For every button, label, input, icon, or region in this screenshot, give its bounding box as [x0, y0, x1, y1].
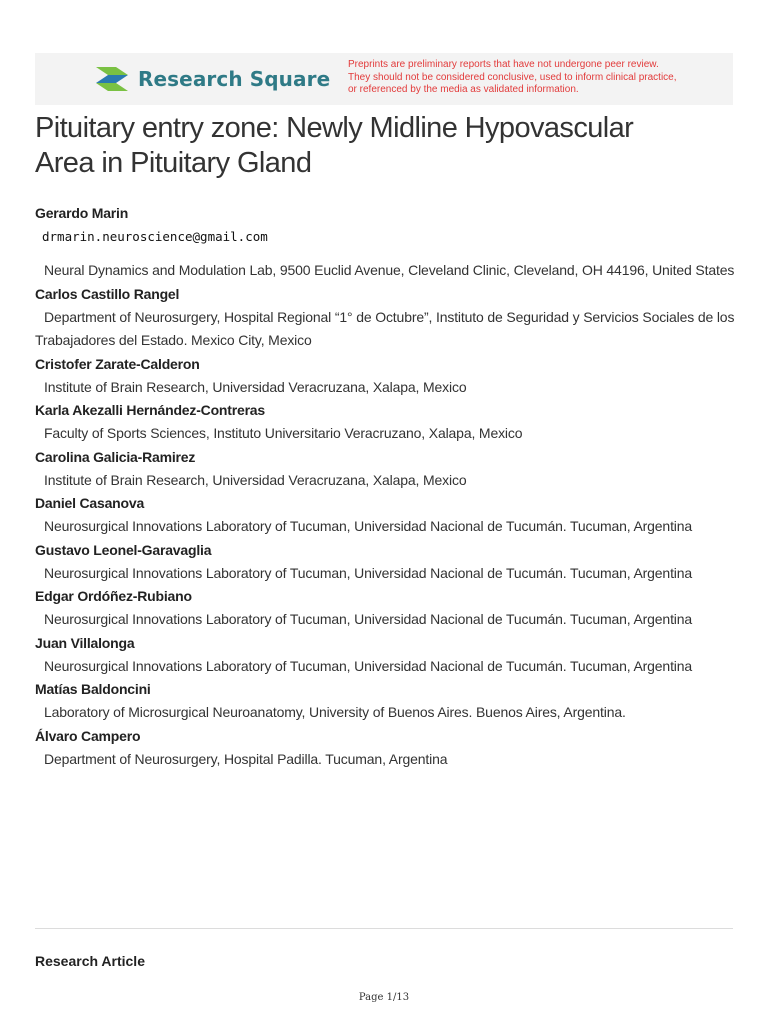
- author-affiliation: Neurosurgical Innovations Laboratory of Tucuman, Universidad Nacional de Tucumán. Tucuman, Argentina: [44, 518, 693, 534]
- author-name[interactable]: Karla Akezalli Hernández-Contreras: [35, 402, 265, 418]
- author-entry: [35, 539, 735, 586]
- author-name[interactable]: Carlos Castillo Rangel: [35, 285, 180, 302]
- author-affiliation: Neural Dynamics and Modulation Lab, 9500 Euclid Avenue, Cleveland Clinic, Cleveland, OH 44196, United States: [44, 262, 735, 278]
- disclaimer-line: or referenced by the media as validated information.: [348, 84, 579, 95]
- title-line: Pituitary entry zone: Newly Midline Hypovascular: [35, 112, 634, 144]
- author-email-link[interactable]: drmarin.neuroscience@gmail.com: [42, 229, 268, 244]
- research-square-logo-icon: [94, 64, 130, 94]
- author-entry: [35, 399, 735, 446]
- research-square-logo[interactable]: [94, 64, 330, 94]
- disclaimer-line: They should not be considered conclusive, used to inform clinical practice,: [348, 71, 677, 83]
- paper-title: [35, 111, 735, 181]
- page-number: Page 1/13: [358, 992, 410, 1003]
- author-entry: [35, 353, 735, 400]
- author-affiliation: Neurosurgical Innovations Laboratory of Tucuman, Universidad Nacional de Tucumán. Tucuman, Argentina: [44, 657, 693, 674]
- author-affiliation: Neurosurgical Innovations Laboratory of Tucuman, Universidad Nacional de Tucumán. Tucuman, Argentina: [44, 564, 693, 581]
- author-name[interactable]: Álvaro Campero: [35, 727, 141, 744]
- author-name[interactable]: Gustavo Leonel-Garavaglia: [35, 541, 212, 558]
- author-name[interactable]: Carolina Galicia-Ramirez: [35, 448, 196, 465]
- author-entry: [35, 725, 735, 772]
- author-name[interactable]: Cristofer Zarate-Calderon: [35, 355, 200, 372]
- author-name[interactable]: Matías Baldoncini: [35, 681, 151, 697]
- author-entry: [35, 202, 735, 283]
- author-name[interactable]: Daniel Casanova: [35, 495, 145, 511]
- author-list: [35, 202, 735, 771]
- author-affiliation: Department of Neurosurgery, Hospital Regional “1° de Octubre”, Instituto de Seguridad y Servicios Sociales de los Trabajadores del Estado. Mexico City, Mexico: [35, 308, 735, 348]
- author-affiliation: Institute of Brain Research, Universidad Veracruzana, Xalapa, Mexico: [44, 378, 467, 395]
- author-entry: [35, 283, 735, 353]
- author-entry: [35, 446, 735, 493]
- author-affiliation: Faculty of Sports Sciences, Instituto Universitario Veracruzano, Xalapa, Mexico: [44, 425, 523, 441]
- section-divider: [35, 928, 733, 929]
- author-affiliation: Department of Neurosurgery, Hospital Padilla. Tucuman, Argentina: [44, 750, 448, 767]
- author-entry: [35, 678, 735, 725]
- author-name[interactable]: Edgar Ordóñez-Rubiano: [35, 588, 192, 604]
- author-entry: [35, 585, 735, 632]
- brand-name: Research Square: [138, 67, 331, 91]
- author-affiliation: Neurosurgical Innovations Laboratory of Tucuman, Universidad Nacional de Tucumán. Tucuman, Argentina: [44, 611, 693, 627]
- title-line: Area in Pituitary Gland: [35, 147, 312, 179]
- preprint-disclaimer: [348, 59, 728, 97]
- author-affiliation: Laboratory of Microsurgical Neuroanatomy, University of Buenos Aires. Buenos Aires, Argentina.: [44, 704, 626, 720]
- author-affiliation: Institute of Brain Research, Universidad Veracruzana, Xalapa, Mexico: [44, 471, 467, 488]
- author-entry: [35, 492, 735, 539]
- disclaimer-line: Preprints are preliminary reports that have not undergone peer review.: [348, 59, 659, 70]
- author-entry: [35, 632, 735, 679]
- author-name[interactable]: Gerardo Marin: [35, 205, 129, 221]
- author-name[interactable]: Juan Villalonga: [35, 634, 135, 651]
- article-type-label: Research Article: [35, 953, 145, 969]
